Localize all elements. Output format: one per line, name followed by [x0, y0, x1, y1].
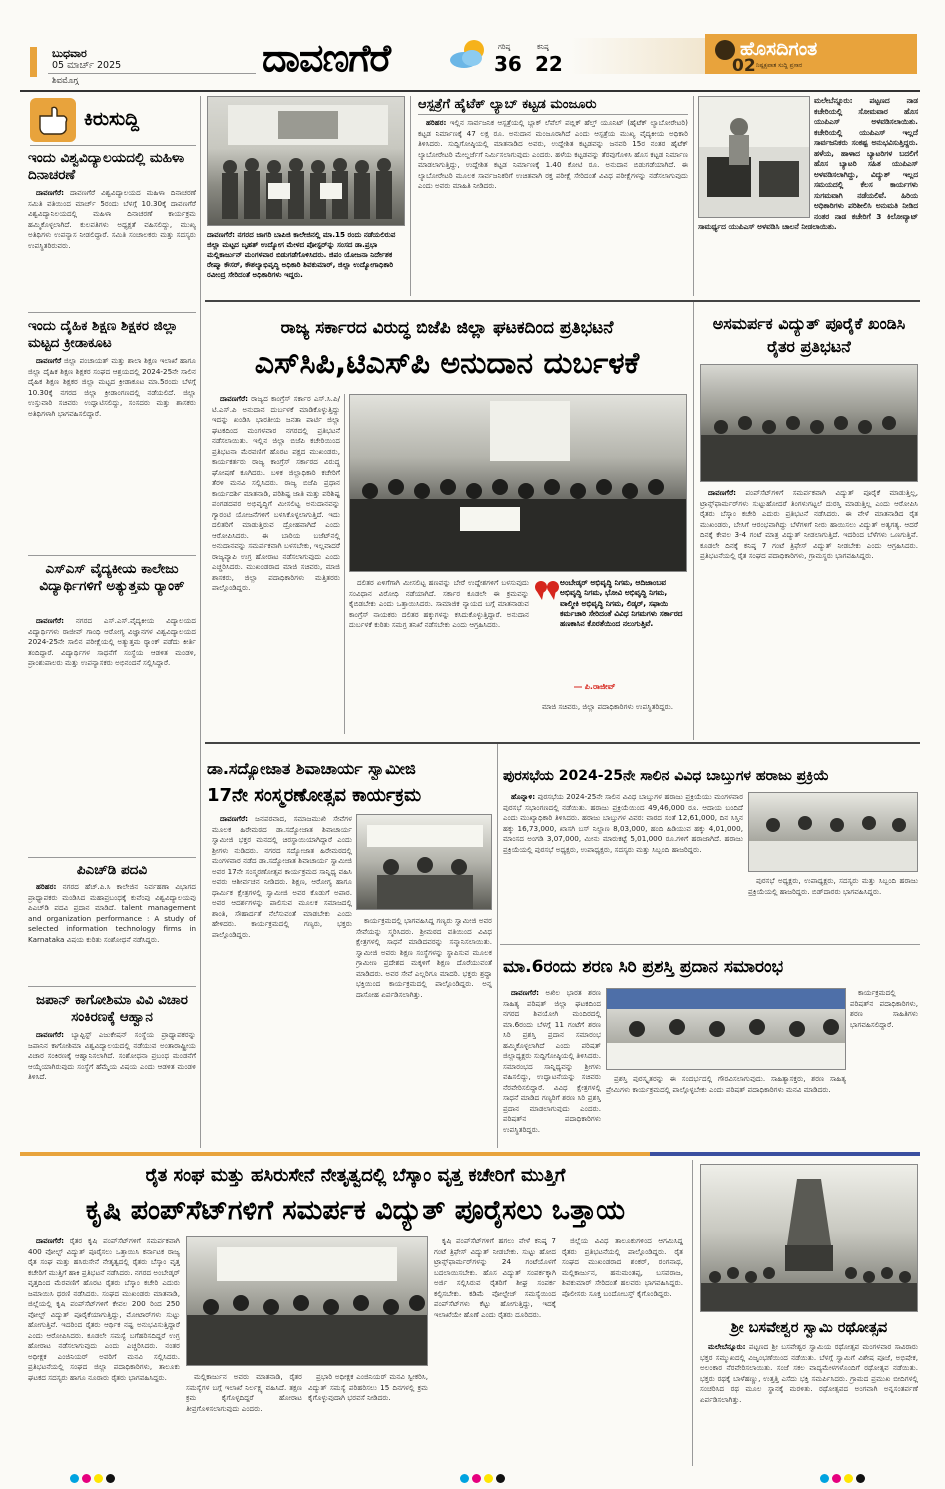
- brief-3-body: [28, 616, 196, 854]
- brief-rule: [28, 555, 196, 556]
- brief-5-dateline: ದಾವಣಗೆರೆ:: [36, 1030, 65, 1039]
- briefs-badge: [30, 98, 76, 142]
- farmer-dateline: ದಾವಣಗೆರೆ:: [36, 1236, 65, 1245]
- brief-4-dateline: ಹರಿಹರ:: [36, 882, 57, 891]
- registration-mark: [496, 1474, 505, 1483]
- paper-name: ಹೊಸದಿಗಂತ: [740, 38, 818, 60]
- brief-1-headline: ಇಂದು ವಿಶ್ವವಿದ್ಯಾಲಯದಲ್ಲಿ ಮಹಿಳಾ ದಿನಾಚರಣೆ: [28, 150, 185, 183]
- briefs-label: ಕಿರುಸುದ್ದಿ: [84, 108, 140, 130]
- bjp-body-col2: ದಲಿತರ ಏಳಿಗೆಗಾಗಿ ಮೀಸಲಿಟ್ಟ ಹಣವನ್ನು ಬೇರೆ ಉದ್ದೇಶಗಳಿಗೆ ಬಳಸುವುದು ಸಂವಿಧಾನ ವಿರೋಧಿ ನಡೆಯಾಗಿದೆ. ಸರ್ಕಾರ ಕೂಡಲೇ ಈ ಕ್ರಮವನ್ನು ಕೈಬಿಡಬೇಕು ಎಂದು ಒತ್ತಾಯಿಸಿದರು. ಸಾಮಾಜಿಕ ನ್ಯಾಯದ ಬಗ್ಗೆ ಮಾತನಾಡುವ ಕಾಂಗ್ರೆಸ್ ನಾಯಕರು ದಲಿತರ ಹಕ್ಕುಗಳನ್ನು ಕಸಿದುಕೊಳ್ಳುತ್ತಿದ್ದಾರೆ. ಅನುದಾನ ದುರ್ಬಳಕೆ ಕುರಿತು ಸಮಗ್ರ ತನಿಖೆ ನಡೆಸಬೇಕು ಎಂದು ಆಗ್ರಹಿಸಿದರು.: [349, 578, 529, 629]
- ups-text: ಮಲೇಬೆನ್ನೂರು: ಪಟ್ಟಣದ ನಾಡ ಕಚೇರಿಯಲ್ಲಿ ಸೋಮವಾರ ಹೊಸ ಯುಪಿಎಸ್ ಅಳವಡಿಸಲಾಯಿತು. ಕಚೇರಿಯಲ್ಲಿ ಯುಪಿಎಸ್ ಇಲ್ಲದೆ ಸಾರ್ವಜನಿಕರು ಸಂಕಷ್ಟ ಅನುಭವಿಸುತ್ತಿದ್ದರು. ಹಳೆಯ, ಹಾಳಾದ ಬ್ಯಾಟರಿಗಳ ಬದಲಿಗೆ ಹೊಸ ಬ್ಯಾಟರಿ ಸಹಿತ ಯುಪಿಎಸ್ ಅಳವಡಿಸಲಾಗಿದ್ದು, ವಿದ್ಯುತ್ ಇಲ್ಲದ ಸಮಯದಲ್ಲಿ ಕೆಲಸ ಕಾರ್ಯಗಳು ಸುಗಮವಾಗಿ ನಡೆಯಲಿವೆ. ಹಿರಿಯ ಅಧಿಕಾರಿಗಳು ಪರಿಶೀಲಿಸಿ ಅನುಮತಿ ನೀಡಿದ ನಂತರ ನಾಡ ಕಚೇರಿಗೆ 3 ಕಿಲೋವ್ಯಾಟ್ ಸಾಮರ್ಥ್ಯದ ಯುಪಿಎಸ್ ಅಳವಡಿಸಿ ಚಾಲನೆ ನೀಡಲಾಯಿತು.: [698, 96, 918, 231]
- pointing-hand-icon: [30, 98, 76, 142]
- left-column-rule: [200, 96, 201, 1148]
- bjp-dateline: ದಾವಣಗೆರೆ:: [220, 394, 249, 403]
- swamiji-body-col2: ಕಾರ್ಯಕ್ರಮದಲ್ಲಿ ಭಾಗವಹಿಸಿದ್ದ ಗಣ್ಯರು ಸ್ವಾಮೀಜಿ ಅವರ ಸೇವೆಯನ್ನು ಸ್ಮರಿಸಿದರು. ಶ್ರೀಮಠದ ವತಿಯಿಂದ ವಿವಿಧ ಕ್ಷೇತ್ರಗಳಲ್ಲಿ ಸಾಧನೆ ಮಾಡಿದವರನ್ನು ಸನ್ಮಾನಿಸಲಾಯಿತು. ಸ್ವಾಮೀಜಿ ಅವರು ಶಿಕ್ಷಣ ಸಂಸ್ಥೆಗಳನ್ನು ಸ್ಥಾಪಿಸುವ ಮೂಲಕ ಗ್ರಾಮೀಣ ಪ್ರದೇಶದ ಮಕ್ಕಳಿಗೆ ಶಿಕ್ಷಣ ದೊರೆಯುವಂತೆ ಮಾಡಿದರು. ಅವರ ಸೇವೆ ಎಲ್ಲರಿಗೂ ಮಾದರಿ. ಭಕ್ತರು ಶ್ರದ್ಧಾ ಭಕ್ತಿಯಿಂದ ಕಾರ್ಯಕ್ರಮದಲ್ಲಿ ಪಾಲ್ಗೊಂಡಿದ್ದರು. ಅನ್ನ ದಾಸೋಹ ಏರ್ಪಡಿಸಲಾಗಿತ್ತು.: [356, 916, 492, 999]
- power-protest-headline: ಅಸಮರ್ಪಕ ವಿದ್ಯುತ್ ಪೂರೈಕೆ ಖಂಡಿಸಿ ರೈತರ ಪ್ರತಿಭಟನೆ: [712, 314, 906, 356]
- farmer-body-col4: ಕೃಷಿ ಪಂಪ್‌ಸೆಟ್‌ಗಳಿಗೆ ಹಗಲು ವೇಳೆ ಕನಿಷ್ಠ 7 ಗಂಟೆ ತ್ರಿಫೇಸ್ ವಿದ್ಯುತ್ ನೀಡಬೇಕು. ಸುಟ್ಟು ಹೋದ ಟ್ರಾನ್ಸ್‌ಫಾರ್ಮರ್‌ಗಳನ್ನು 24 ಗಂಟೆಯೊಳಗೆ ಬದಲಾಯಿಸಬೇಕು. ಹೊಸ ವಿದ್ಯುತ್ ಸಂಪರ್ಕಕ್ಕಾಗಿ ಅರ್ಜಿ ಸಲ್ಲಿಸಿರುವ ರೈತರಿಗೆ ಶೀಘ್ರ ಸಂಪರ್ಕ ಕಲ್ಪಿಸಬೇಕು. ಕಡಿಮೆ ವೋಲ್ಟೇಜ್ ಸಮಸ್ಯೆಯಿಂದ ಪಂಪ್‌ಸೆಟ್‌ಗಳು ಕೆಟ್ಟು ಹೋಗುತ್ತಿದ್ದು, ಇದಕ್ಕೆ ಇಲಾಖೆಯೇ ಹೊಣೆ ಎಂದು ರೈತರು ದೂರಿದರು.: [434, 1236, 556, 1319]
- rule: [344, 394, 345, 734]
- sharana-body-col1: [503, 988, 601, 1148]
- rathotsava-photo: [700, 1164, 918, 1312]
- section-divider-blue: [650, 1152, 920, 1156]
- masthead-left-rule: [48, 73, 256, 74]
- power-protest-photo: [700, 364, 918, 482]
- bjp-quote-author: ― ಪಿ.ರಾಜೀವ್: [574, 682, 616, 691]
- temp-min: 22: [535, 52, 563, 76]
- auction-body: [503, 792, 743, 940]
- rule: [418, 114, 688, 115]
- bjp-body-col1: [212, 394, 340, 738]
- rule: [205, 742, 920, 744]
- swamiji-photo: [356, 814, 492, 910]
- rule: [205, 300, 920, 302]
- farmer-body-col3: ಪ್ರಭಾರಿ ಅಧೀಕ್ಷಕ ಎಂಜಿನಿಯರ್ ಮನವಿ ಸ್ವೀಕರಿಸಿ, ವಿದ್ಯುತ್ ಸಮಸ್ಯೆ ಪರಿಹರಿಸಲು 15 ದಿನಗಳಲ್ಲಿ ಕ್ರಮ ಕೈಗೊಳ್ಳುವುದಾಗಿ ಭರವಸೆ ನೀಡಿದರು.: [308, 1372, 428, 1402]
- registration-mark: [484, 1474, 493, 1483]
- brief-rule: [28, 986, 196, 987]
- masthead: [0, 0, 945, 90]
- top-photo: [207, 96, 405, 226]
- bjp-headline: ಎಸ್‌ಸಿಪಿ,ಟಿಎಸ್‌ಪಿ ಅನುದಾನ ದುರ್ಬಳಕೆ: [254, 346, 640, 381]
- swamiji-dateline: ದಾವಣಗೆರೆ:: [220, 814, 249, 823]
- brief-rule: [28, 312, 196, 313]
- quote-mark-icon: [534, 578, 560, 600]
- auction-body-2: ಪುರಸಭೆ ಅಧ್ಯಕ್ಷರು, ಉಪಾಧ್ಯಕ್ಷರು, ಸದಸ್ಯರು ಮತ್ತು ಸಿಬ್ಬಂದಿ ಹರಾಜು ಪ್ರಕ್ರಿಯೆಯಲ್ಲಿ ಹಾಜರಿದ್ದರು. ಬಿಡ್‌ದಾರರು ಭಾಗವಹಿಸಿದ್ದರು.: [748, 876, 918, 896]
- quote-author-name: ಪಿ.ರಾಜೀವ್: [584, 682, 616, 691]
- hospital-headline: ಆಸ್ಪತ್ರೆಗೆ ಹೈಟೆಕ್ ಲ್ಯಾಬ್ ಕಟ್ಟಡ ಮಂಜೂರು: [418, 97, 597, 112]
- farmer-body-col5: ಜಿಲ್ಲೆಯ ವಿವಿಧ ತಾಲೂಕುಗಳಿಂದ ಆಗಮಿಸಿದ್ದ ರೈತರು ಪ್ರತಿಭಟನೆಯಲ್ಲಿ ಪಾಲ್ಗೊಂಡಿದ್ದರು. ರೈತ ಸಂಘದ ಮುಖಂಡರಾದ ಶಂಕರ್, ರಂಗನಾಥ, ಮಲ್ಲಿಕಾರ್ಜುನ, ಹನುಮಂತಪ್ಪ, ಬಸವರಾಜ, ಶಿವಕುಮಾರ್ ಸೇರಿದಂತೆ ಹಲವರು ಭಾಗವಹಿಸಿದ್ದರು. ಪೊಲೀಸರು ಸೂಕ್ತ ಬಂದೋಬಸ್ತ್ ಕೈಗೊಂಡಿದ್ದರು.: [562, 1236, 683, 1298]
- farmer-photo: [186, 1236, 428, 1366]
- auction-dateline: ಹೊನ್ನಾಳಿ:: [511, 792, 536, 801]
- brief-5-body: [28, 1030, 196, 1148]
- swamiji-text: ಜನಪರವಾದ, ಸಮಾಜಮುಖಿ ಸೇವೆಗಳ ಮೂಲಕ ಹಿರೇಮಠದ ಡಾ.ಸದ್ಯೋಜಾತ ಶಿವಾಚಾರ್ಯ ಸ್ವಾಮೀಜಿ ಭಕ್ತರ ಮನದಲ್ಲಿ ಚಿರಸ್ಥಾಯಿಯಾಗಿದ್ದಾರೆ ಎಂದು ಶ್ರೀಗಳು ನುಡಿದರು. ನಗರದ ಸದ್ಯೋಜಾತ ಹಿರೇಮಠದಲ್ಲಿ ಮಂಗಳವಾರ ನಡೆದ ಡಾ.ಸದ್ಯೋಜಾತ ಶಿವಾಚಾರ್ಯ ಸ್ವಾಮೀಜಿ ಅವರ 17ನೇ ಸಂಸ್ಮರಣೋತ್ಸವ ಕಾರ್ಯಕ್ರಮದ ಸಾನ್ನಿಧ್ಯ ವಹಿಸಿ ಅವರು ಆಶೀರ್ವಚನ ನೀಡಿದರು. ಶಿಕ್ಷಣ, ಆರೋಗ್ಯ ಹಾಗೂ ಧಾರ್ಮಿಕ ಕ್ಷೇತ್ರಗಳಲ್ಲಿ ಸ್ವಾಮೀಜಿ ಅವರ ಕೊಡುಗೆ ಅಪಾರ. ಅವರ ಆದರ್ಶಗಳನ್ನು ಪಾಲಿಸುವ ಮೂಲಕ ಸಮಾಜದಲ್ಲಿ ಶಾಂತಿ, ಸೌಹಾರ್ದತೆ ನೆಲೆಸುವಂತೆ ಮಾಡಬೇಕು ಎಂದು ಹೇಳಿದರು. ಕಾರ್ಯಕ್ರಮದಲ್ಲಿ ಗಣ್ಯರು, ಭಕ್ತರು ಪಾಲ್ಗೊಂಡಿದ್ದರು.: [212, 814, 352, 939]
- power-protest-dateline: ದಾವಣಗೆರೆ:: [708, 488, 737, 497]
- weather-icon: [446, 36, 490, 72]
- paper-tagline: ನಿಷ್ಪಕ್ಷಪಾತ ಸುದ್ದಿ ಪ್ರಸಾರ: [756, 62, 803, 69]
- registration-mark: [472, 1474, 481, 1483]
- sharana-body-col3: ಕಾರ್ಯಕ್ರಮದಲ್ಲಿ ಪರಿಷತ್‌ನ ಪದಾಧಿಕಾರಿಗಳು, ಶರಣ ಸಾಹಿತಿಗಳು ಭಾಗವಹಿಸಲಿದ್ದಾರೆ.: [850, 988, 918, 1029]
- registration-mark: [106, 1474, 115, 1483]
- sharana-headline: ಮಾ.6ರಂದು ಶರಣ ಸಿರಿ ಪ್ರಶಸ್ತಿ ಪ್ರದಾನ ಸಮಾರಂಭ: [503, 957, 784, 977]
- farmer-headline: ಕೃಷಿ ಪಂಪ್‌ಸೆಟ್‌ಗಳಿಗೆ ಸಮರ್ಪಕ ವಿದ್ಯುತ್ ಪೂರೈಸಲು ಒತ್ತಾಯ: [85, 1195, 626, 1226]
- registration-mark: [70, 1474, 79, 1483]
- bjp-quote: ಅಂಬೇಡ್ಕರ್ ಅಭಿವೃದ್ಧಿ ನಿಗಮ, ಆದಿಜಾಂಬವ ಅಭಿವೃದ್ಧಿ ನಿಗಮ, ಭೋವಿ ಅಭಿವೃದ್ಧಿ ನಿಗಮ, ವಾಲ್ಮೀಕಿ ಅಭಿವೃದ್ಧಿ ನಿಗಮ, ಲಿಡ್ಕರ್, ಸಫಾಯಿ ಕರ್ಮಚಾರಿ ಸೇರಿದಂತೆ ವಿವಿಧ ನಿಗಮಗಳು ಸರ್ಕಾರದ ಹಣಕಾಸಿನ ಕೊರತೆಯಿಂದ ನಲುಗುತ್ತಿವೆ.: [560, 578, 683, 629]
- masthead-day: ಬುಧವಾರ: [52, 47, 87, 60]
- auction-headline: ಪುರಸಭೆಯ 2024-25ನೇ ಸಾಲಿನ ವಿವಿಧ ಬಾಬ್ತುಗಳ ಹರಾಜು ಪ್ರಕ್ರಿಯೆ: [503, 768, 829, 784]
- section-divider-orange: [20, 1152, 650, 1156]
- sharana-dateline: ದಾವಣಗೆರೆ:: [511, 988, 540, 997]
- brief-rule: [28, 857, 196, 858]
- auction-text: ಪುರಸಭೆಯ 2024-25ನೇ ಸಾಲಿನ ವಿವಿಧ ಬಾಬ್ತುಗಳ ಹರಾಜು ಪ್ರಕ್ರಿಯೆಯು ಮಂಗಳವಾರ ಪುರಸಭೆ ಸಭಾಂಗಣದಲ್ಲಿ ನಡೆಯಿತು. ಹರಾಜು ಪ್ರಕ್ರಿಯೆಯಿಂದ 49,46,000 ರೂ. ಆದಾಯ ಬಂದಿದೆ ಎಂದು ಮುಖ್ಯಾಧಿಕಾರಿ ತಿಳಿಸಿದರು. ಹರಾಜು ಬಾಬ್ತುಗಳ ವಿವರ: ವಾರದ ಸಂತೆ 12,61,000, ದಿನ ಸಿಸ್ತಿನ ಹಕ್ಕು 16,73,000, ಖಾಸಗಿ ಬಸ್ ನಿಲ್ದಾಣ 8,03,000, ಹಂದಿ ಹಿಡಿಯುವ ಹಕ್ಕು 4,01,000, ಮಾಂಸದ ಅಂಗಡಿ 3,07,000, ಮೀನು ಮಾರುಕಟ್ಟೆ 5,01,000 ರೂ.ಗಳಿಗೆ ಹರಾಜಾಗಿದೆ. ಹರಾಜು ಪ್ರಕ್ರಿಯೆಯಲ್ಲಿ ಪುರಸಭೆ ಅಧ್ಯಕ್ಷರು, ಉಪಾಧ್ಯಕ್ಷರು, ಸದಸ್ಯರು ಮತ್ತು ಸಿಬ್ಬಂದಿ ಹಾಜರಿದ್ದರು.: [503, 792, 743, 854]
- brief-4-body: [28, 882, 196, 982]
- bjp-body-col3: ಮಾಜಿ ಸಚಿವರು, ಜಿಲ್ಲಾ ಪದಾಧಿಕಾರಿಗಳು ಉಪಸ್ಥಿತರಿದ್ದರು.: [542, 702, 674, 711]
- hospital-text: ಇಲ್ಲಿನ ಸಾರ್ವಜನಿಕ ಆಸ್ಪತ್ರೆಯಲ್ಲಿ ಬ್ಲಾಕ್ ಲೆವೆಲ್ ಪಬ್ಲಿಕ್ ಹೆಲ್ತ್ ಯೂನಿಟ್ (ಹೈಟೆಕ್ ಲ್ಯಾಬೋರೇಟರಿ) ಕಟ್ಟಡ ನಿರ್ಮಾಣಕ್ಕೆ 47 ಲಕ್ಷ ರೂ. ಅನುದಾನ ಮಂಜೂರಾಗಿದೆ ಎಂದು ಆಸ್ಪತ್ರೆಯ ಮುಖ್ಯ ವೈದ್ಯಕೀಯ ಅಧಿಕಾರಿ ತಿಳಿಸಿದರು. ಸುದ್ದಿಗೋಷ್ಠಿಯಲ್ಲಿ ಮಾತನಾಡಿದ ಅವರು, ಉದ್ದೇಶಿತ ಕಟ್ಟಡವನ್ನು ಜನವರಿ 15ರ ನಂತರ ಹೈಟೆಕ್ ಲ್ಯಾಬೋರೇಟರಿ ಮೇಲ್ದರ್ಜೆಗೆ ನಿರ್ಮಿಸಲಾಗುವುದು ಎಂದರು. ಹಳೆಯ ಕಟ್ಟಡವನ್ನು ತೆರವುಗೊಳಿಸಿ ಹೊಸ ಕಟ್ಟಡ ನಿರ್ಮಾಣ ಮಾಡಲಾಗುತ್ತಿದ್ದು, ಉದ್ದೇಶಿತ ಕಟ್ಟಡ ನಿರ್ಮಾಣಕ್ಕೆ 1.40 ಕೋಟಿ ರೂ. ಅನುದಾನ ಬಿಡುಗಡೆಯಾಗಿದೆ. ಈ ಲ್ಯಾಬೋರೇಟರಿ ಮೂಲಕ ಸಾರ್ವಜನಿಕರಿಗೆ ಉಚಿತವಾಗಿ ರಕ್ತ ಪರೀಕ್ಷೆ ಸೇರಿದಂತೆ ವಿವಿಧ ಪರೀಕ್ಷೆಗಳನ್ನು ನಡೆಸಲಾಗುವುದು ಎಂದು ಅವರು ಮಾಹಿತಿ ನೀಡಿದರು.: [418, 118, 688, 190]
- masthead-fade: [570, 38, 705, 74]
- registration-mark: [82, 1474, 91, 1483]
- registration-mark: [844, 1474, 853, 1483]
- registration-mark: [856, 1474, 865, 1483]
- brief-2-dateline: ದಾವಣಗೆರೆ: [36, 356, 62, 365]
- brief-3-dateline: ದಾವಣಗೆರೆ:: [36, 616, 65, 625]
- sharana-body-col2: ಪ್ರಶಸ್ತಿ ಪುರಸ್ಕೃತರನ್ನು ಈ ಸಂದರ್ಭದಲ್ಲಿ ಗೌರವಿಸಲಾಗುವುದು. ಸಾಹಿತ್ಯಾಸಕ್ತರು, ಶರಣ ಸಾಹಿತ್ಯ ಪ್ರೇಮಿಗಳು ಕಾರ್ಯಕ್ರಮದಲ್ಲಿ ಪಾಲ್ಗೊಳ್ಳಬೇಕು ಎಂದು ಪರಿಷತ್ ಪದಾಧಿಕಾರಿಗಳು ಮನವಿ ಮಾಡಿದರು.: [606, 1074, 846, 1094]
- registration-mark: [820, 1474, 829, 1483]
- rule: [410, 96, 411, 296]
- power-protest-text: ಪಂಪ್‌ಸೆಟ್‌ಗಳಿಗೆ ಸಮರ್ಪಕವಾಗಿ ವಿದ್ಯುತ್ ಪೂರೈಕೆ ಮಾಡುತ್ತಿಲ್ಲ, ಟ್ರಾನ್ಸ್‌ಫಾರ್ಮರ್‌ಗಳು ಸುಟ್ಟುಹೋದರೆ ತಿಂಗಳುಗಟ್ಟಲೆ ದುರಸ್ತಿ ಮಾಡುತ್ತಿಲ್ಲ ಎಂದು ಆರೋಪಿಸಿ ರೈತರು ಬೆಸ್ಕಾಂ ಕಚೇರಿ ಎದುರು ಪ್ರತಿಭಟನೆ ನಡೆಸಿದರು. ಈ ವೇಳೆ ಮಾತನಾಡಿದ ರೈತ ಮುಖಂಡರು, ಬೇಸಿಗೆ ಆರಂಭವಾಗಿದ್ದು ಬೆಳೆಗಳಿಗೆ ನೀರು ಹಾಯಿಸಲು ವಿದ್ಯುತ್ ಅತ್ಯಗತ್ಯ. ಆದರೆ ದಿನಕ್ಕೆ ಕೇವಲ 3-4 ಗಂಟೆ ಮಾತ್ರ ವಿದ್ಯುತ್ ನೀಡಲಾಗುತ್ತಿದೆ. ಇದರಿಂದ ಬೆಳೆಗಳು ಒಣಗುತ್ತಿವೆ. ಕೂಡಲೇ ದಿನಕ್ಕೆ ಕನಿಷ್ಠ 7 ಗಂಟೆ ತ್ರಿಫೇಸ್ ವಿದ್ಯುತ್ ನೀಡಬೇಕು ಎಂದು ಆಗ್ರಹಿಸಿದರು. ಪ್ರತಿಭಟನೆಯಲ್ಲಿ ರೈತ ಸಂಘದ ಪದಾಧಿಕಾರಿಗಳು, ಗ್ರಾಮಸ್ಥರು ಭಾಗವಹಿಸಿದ್ದರು.: [700, 488, 918, 560]
- brief-4-text: ನಗರದ ಹೆಚ್.ಪಿ.ಸಿ ಕಾಲೇಜಿನ ನಿರ್ವಹಣಾ ವಿಭಾಗದ ಪ್ರಾಧ್ಯಾಪಕರು ಮಂಡಿಸಿದ ಮಹಾಪ್ರಬಂಧಕ್ಕೆ ಕುವೆಂಪು ವಿಶ್ವವಿದ್ಯಾಲಯವು ಪಿಎಚ್‌ಡಿ ಪದವಿ ಪ್ರದಾನ ಮಾಡಿದೆ. talent management and organization performance : A study of selected information technology firms in Karnataka ವಿಷಯ ಕುರಿತು ಸಂಶೋಧನೆ ನಡೆಸಿದ್ದರು.: [28, 882, 196, 944]
- masthead-bottom-rule: [20, 90, 920, 92]
- top-photo-caption: ದಾವಣಗೆರೆ: ನಗರದ ಜಾಗರಿ ಬಾಪಿಜಿ ಕಾಲೇಜಿನಲ್ಲಿ ಮಾ.15 ರಂದು ನಡೆಯಲಿರುವ ಜಿಲ್ಲಾ ಮಟ್ಟದ ಬೃಹತ್ ಉದ್ಯೋಗ ಮೇಳದ ಪೋಸ್ಟರ್‌ನ್ನು ಸಂಸದ ಡಾ.ಪ್ರಭಾ ಮಲ್ಲಿಕಾರ್ಜುನ್ ಮಂಗಳವಾರ ಬಿಡುಗಡೆಗೊಳಿಸಿದರು. ಜಿಪಂ ಯೋಜನಾ ನಿರ್ದೇಶಕ ರೇಷ್ಮಾ ಕೌಸರ್, ಕೌಶಲ್ಯಾಭಿವೃದ್ಧಿ ಅಧಿಕಾರಿ ಶಿವಕುಮಾರ್, ಜಿಲ್ಲಾ ಉದ್ಯೋಗಾಧಿಕಾರಿ ರವೀಂದ್ರ ಸೇರಿದಂತೆ ಅಧಿಕಾರಿಗಳು ಇದ್ದರು.: [207, 230, 396, 279]
- masthead-date: 05 ಮಾರ್ಚ್ 2025: [52, 60, 122, 71]
- rathotsava-text: ಪಟ್ಟಣದ ಶ್ರೀ ಬಸವೇಶ್ವರ ಸ್ವಾಮಿಯ ರಥೋತ್ಸವ ಮಂಗಳವಾರ ಸಾವಿರಾರು ಭಕ್ತರ ಸಮ್ಮುಖದಲ್ಲಿ ವಿಜೃಂಭಣೆಯಿಂದ ನಡೆಯಿತು. ಬೆಳಗ್ಗೆ ಸ್ವಾಮಿಗೆ ವಿಶೇಷ ಪೂಜೆ, ಅಭಿಷೇಕ, ಅಲಂಕಾರ ನೆರವೇರಿಸಲಾಯಿತು. ಸಂಜೆ ಸಕಲ ವಾದ್ಯಮೇಳಗಳೊಂದಿಗೆ ರಥೋತ್ಸವ ನಡೆಯಿತು. ಭಕ್ತರು ರಥಕ್ಕೆ ಬಾಳೆಹಣ್ಣು, ಉತ್ತತ್ತಿ ಎಸೆದು ಭಕ್ತಿ ಸಮರ್ಪಿಸಿದರು. ಗ್ರಾಮದ ಪ್ರಮುಖ ಬೀದಿಗಳಲ್ಲಿ ಸಂಚರಿಸಿದ ರಥ ಮೂಲ ಸ್ಥಾನಕ್ಕೆ ಮರಳಿತು. ರಥೋತ್ಸವದ ಅಂಗವಾಗಿ ಅನ್ನಸಂತರ್ಪಣೆ ಏರ್ಪಡಿಸಲಾಗಿತ್ತು.: [700, 1342, 918, 1404]
- rathotsava-body: [700, 1342, 918, 1466]
- sharana-photo: [606, 988, 846, 1070]
- hospital-body: [418, 118, 688, 296]
- swamiji-body-col1: [212, 814, 352, 1148]
- masthead-left-bar: [30, 47, 37, 77]
- brief-4-headline: ಪಿಎಚ್‌ಡಿ ಪದವಿ: [76, 862, 148, 878]
- temp-max: 36: [494, 52, 522, 76]
- registration-mark: [832, 1474, 841, 1483]
- ups-body: [698, 96, 918, 296]
- bjp-text: ರಾಜ್ಯದ ಕಾಂಗ್ರೆಸ್ ಸರ್ಕಾರ ಎಸ್.ಸಿ.ಪಿ/ಟಿ.ಎಸ್.ಪಿ ಅನುದಾನ ದುರ್ಬಳಕೆ ಮಾಡಿಕೊಳ್ಳುತ್ತಿದ್ದು ಇದನ್ನು ಖಂಡಿಸಿ ಭಾರತೀಯ ಜನತಾ ಪಾರ್ಟಿ ಜಿಲ್ಲಾ ಘಟಕದಿಂದ ಮಂಗಳವಾರ ನಗರದಲ್ಲಿ ಪ್ರತಿಭಟನೆ ನಡೆಸಲಾಯಿತು. ಇಲ್ಲಿನ ಜಿಲ್ಲಾ ಬಿಜೆಪಿ ಕಚೇರಿಯಿಂದ ಪ್ರತಿಭಟನಾ ಮೆರವಣಿಗೆ ಹೊರಟ ಪಕ್ಷದ ಮುಖಂಡರು, ಕಾರ್ಯಕರ್ತರು ರಾಜ್ಯ ಕಾಂಗ್ರೆಸ್ ಸರ್ಕಾರದ ವಿರುದ್ಧ ಘೋಷಣೆ ಕೂಗಿದರು. ಬಳಿಕ ಜಿಲ್ಲಾಧಿಕಾರಿ ಕಚೇರಿಗೆ ತೆರಳಿ ಮನವಿ ಸಲ್ಲಿಸಿದರು. ರಾಜ್ಯ ಬಿಜೆಪಿ ಪ್ರಧಾನ ಕಾರ್ಯದರ್ಶಿ ಮಾತನಾಡಿ, ಪರಿಶಿಷ್ಟ ಜಾತಿ ಮತ್ತು ಪರಿಶಿಷ್ಟ ಪಂಗಡದವರ ಅಭಿವೃದ್ಧಿಗೆ ಮೀಸಲಿಟ್ಟ ಅನುದಾನವನ್ನು ಗ್ಯಾರಂಟಿ ಯೋಜನೆಗಳಿಗೆ ಬಳಸಿಕೊಳ್ಳಲಾಗುತ್ತಿದೆ. ಇದು ದಲಿತರಿಗೆ ಮಾಡುತ್ತಿರುವ ದ್ರೋಹವಾಗಿದೆ ಎಂದು ಆರೋಪಿಸಿದರು. ಈ ಬಾರಿಯ ಬಜೆಟ್‌ನಲ್ಲಿ ಅನುದಾನವನ್ನು ಸಮರ್ಪಕವಾಗಿ ಬಳಸಬೇಕು, ಇಲ್ಲವಾದರೆ ರಾಜ್ಯವ್ಯಾಪಿ ಉಗ್ರ ಹೋರಾಟ ನಡೆಸಲಾಗುವುದು ಎಂದು ಎಚ್ಚರಿಸಿದರು. ಮುಖಂಡರಾದ ಮಾಜಿ ಸಚಿವರು, ಮಾಜಿ ಶಾಸಕರು, ಜಿಲ್ಲಾ ಪದಾಧಿಕಾರಿಗಳು ಮತ್ತಿತರರು ಪಾಲ್ಗೊಂಡಿದ್ದರು.: [212, 394, 340, 592]
- rule: [497, 744, 498, 1148]
- swamiji-headline-1: ಡಾ.ಸದ್ಯೋಜಾತ ಶಿವಾಚಾರ್ಯ ಸ್ವಾಮೀಜಿ: [207, 759, 416, 778]
- sharana-text: ಅಖಿಲ ಭಾರತ ಶರಣ ಸಾಹಿತ್ಯ ಪರಿಷತ್ ಜಿಲ್ಲಾ ಘಟಕದಿಂದ ನಗರದ ಶಿವಯೋಗಿ ಮಂದಿರದಲ್ಲಿ ಮಾ.6ರಂದು ಬೆಳಗ್ಗೆ 11 ಗಂಟೆಗೆ ಶರಣ ಸಿರಿ ಪ್ರಶಸ್ತಿ ಪ್ರದಾನ ಸಮಾರಂಭ ಹಮ್ಮಿಕೊಳ್ಳಲಾಗಿದೆ ಎಂದು ಪರಿಷತ್ ಜಿಲ್ಲಾಧ್ಯಕ್ಷರು ಸುದ್ದಿಗೋಷ್ಠಿಯಲ್ಲಿ ತಿಳಿಸಿದರು. ಸಮಾರಂಭದ ಸಾನ್ನಿಧ್ಯವನ್ನು ಶ್ರೀಗಳು ವಹಿಸಲಿದ್ದು, ಉದ್ಘಾಟನೆಯನ್ನು ಸಚಿವರು ನೆರವೇರಿಸಲಿದ್ದಾರೆ. ವಿವಿಧ ಕ್ಷೇತ್ರಗಳಲ್ಲಿ ಸಾಧನೆ ಮಾಡಿದ ಗಣ್ಯರಿಗೆ ಶರಣ ಸಿರಿ ಪ್ರಶಸ್ತಿ ಪ್ರದಾನ ಮಾಡಲಾಗುವುದು ಎಂದರು. ಪರಿಷತ್‌ನ ಪದಾಧಿಕಾರಿಗಳು ಉಪಸ್ಥಿತರಿದ್ದರು.: [503, 988, 601, 1134]
- brief-5-headline: ಜಪಾನ್ ಕಾಗೋಶಿಮಾ ವಿವಿ ವಿಚಾರ ಸಂಕಿರಣಕ್ಕೆ ಆಹ್ವಾನ: [36, 992, 188, 1025]
- farmer-body-col1: [28, 1236, 180, 1466]
- rathotsava-dateline: ಮಲೇಬೆನ್ನೂರು:: [708, 1342, 746, 1351]
- brief-5-text: ಬ್ಯಾಪ್ಟಿಸ್ಟ್ ಎಜುಕೇಷನ್ ಸಂಸ್ಥೆಯ ಪ್ರಾಧ್ಯಾಪಕರನ್ನು ಜಪಾನಿನ ಕಾಗೋಶಿಮಾ ವಿಶ್ವವಿದ್ಯಾಲಯದಲ್ಲಿ ನಡೆಯುವ ಅಂತಾರಾಷ್ಟ್ರೀಯ ವಿಚಾರ ಸಂಕಿರಣಕ್ಕೆ ಆಹ್ವಾನಿಸಲಾಗಿದೆ. ಸಂಶೋಧನಾ ಪ್ರಬಂಧ ಮಂಡನೆಗೆ ಆಯ್ಕೆಯಾಗಿರುವುದು ಸಂಸ್ಥೆಗೆ ಹೆಮ್ಮೆಯ ವಿಷಯ ಎಂದು ಆಡಳಿತ ಮಂಡಳಿ ತಿಳಿಸಿದೆ.: [28, 1030, 196, 1081]
- bjp-quote-box: [534, 578, 687, 698]
- farmer-kicker: ರೈತ ಸಂಘ ಮತ್ತು ಹಸಿರುಸೇನೆ ನೇತೃತ್ವದಲ್ಲಿ ಬೆಸ್ಕಾಂ ವೃತ್ತ ಕಚೇರಿಗೆ ಮುತ್ತಿಗೆ: [145, 1165, 566, 1186]
- brief-2-body: [28, 356, 196, 552]
- brief-2-headline: ಇಂದು ದೈಹಿಕ ಶಿಕ್ಷಣ ಶಿಕ್ಷಕರ ಜಿಲ್ಲಾ ಮಟ್ಟದ ಕ್ರೀಡಾಕೂಟ: [28, 318, 178, 351]
- brief-1-text: ದಾವಣಗೆರೆ ವಿಶ್ವವಿದ್ಯಾಲಯದ ಮಹಿಳಾ ದಿನಾಚರಣೆ ಸಮಿತಿ ವತಿಯಿಂದ ಮಾರ್ಚ್ 5ರಂದು ಬೆಳಗ್ಗೆ 10.30ಕ್ಕೆ ದಾವಣಗೆರೆ ವಿಶ್ವವಿದ್ಯಾನಿಲಯದಲ್ಲಿ ಮಹಿಳಾ ದಿನಾಚರಣೆ ಕಾರ್ಯಕ್ರಮ ಹಮ್ಮಿಕೊಳ್ಳಲಾಗಿದೆ. ಕುಲಪತಿಗಳು ಅಧ್ಯಕ್ಷತೆ ವಹಿಸಲಿದ್ದು, ಮುಖ್ಯ ಅತಿಥಿಗಳು ಉಪನ್ಯಾಸ ನೀಡಲಿದ್ದಾರೆ. ಸಮಿತಿ ಸಂಚಾಲಕರು ಮತ್ತು ಸದಸ್ಯರು ಉಪಸ್ಥಿತರಿರುವರು.: [28, 188, 196, 250]
- brief-3-headline: ಎಸ್‌ಎಸ್ ವೈದ್ಯಕೀಯ ಕಾಲೇಜು ವಿದ್ಯಾರ್ಥಿಗಳಿಗೆ ಅತ್ಯುತ್ತಮ ರ್‍ಯಾಂಕ್: [39, 561, 185, 594]
- farmer-text: ರೈತರ ಕೃಷಿ ಪಂಪ್‌ಸೆಟ್‌ಗಳಿಗೆ ಸಮರ್ಪಕವಾಗಿ 400 ವೋಲ್ಟ್ ವಿದ್ಯುತ್ ಪೂರೈಸಲು ಒತ್ತಾಯಿಸಿ ಕರ್ನಾಟಕ ರಾಜ್ಯ ರೈತ ಸಂಘ ಮತ್ತು ಹಸಿರುಸೇನೆ ನೇತೃತ್ವದಲ್ಲಿ ರೈತರು ಬೆಸ್ಕಾಂ ವೃತ್ತ ಕಚೇರಿಗೆ ಮುತ್ತಿಗೆ ಹಾಕಿ ಪ್ರತಿಭಟನೆ ನಡೆಸಿದರು. ನಗರದ ಅಂಬೇಡ್ಕರ್ ವೃತ್ತದಿಂದ ಮೆರವಣಿಗೆ ಹೊರಟ ರೈತರು ಬೆಸ್ಕಾಂ ಕಚೇರಿ ಎದುರು ಜಮಾಯಿಸಿ ಧರಣಿ ನಡೆಸಿದರು. ಸಂಘದ ಮುಖಂಡರು ಮಾತನಾಡಿ, ಜಿಲ್ಲೆಯಲ್ಲಿ ಕೃಷಿ ಪಂಪ್‌ಸೆಟ್‌ಗಳಿಗೆ ಕೇವಲ 200 ರಿಂದ 250 ವೋಲ್ಟ್ ವಿದ್ಯುತ್ ಪೂರೈಕೆಯಾಗುತ್ತಿದ್ದು, ಮೋಟಾರ್‌ಗಳು ಸುಟ್ಟು ಹೋಗುತ್ತಿವೆ. ಇದರಿಂದ ರೈತರು ಆರ್ಥಿಕ ನಷ್ಟ ಅನುಭವಿಸುತ್ತಿದ್ದಾರೆ ಎಂದು ಆರೋಪಿಸಿದರು. ಕೂಡಲೇ ಸಮಸ್ಯೆ ಬಗೆಹರಿಸದಿದ್ದರೆ ಉಗ್ರ ಹೋರಾಟ ನಡೆಸಲಾಗುವುದು ಎಂದು ಎಚ್ಚರಿಸಿದರು. ನಂತರ ಅಧೀಕ್ಷಕ ಎಂಜಿನಿಯರ್ ಅವರಿಗೆ ಮನವಿ ಸಲ್ಲಿಸಿದರು. ಪ್ರತಿಭಟನೆಯಲ್ಲಿ ಸಂಘದ ಜಿಲ್ಲಾ ಪದಾಧಿಕಾರಿಗಳು, ತಾಲೂಕು ಘಟಕದ ಸದಸ್ಯರು ಹಾಗೂ ನೂರಾರು ರೈತರು ಭಾಗವಹಿಸಿದ್ದರು.: [28, 1236, 180, 1382]
- brief-1-body: [28, 188, 196, 298]
- auction-photo: [748, 792, 918, 872]
- temp-min-label: ಕನಿಷ್ಠ: [537, 43, 549, 51]
- brief-2-text: ಜಿಲ್ಲಾ ಪಂಚಾಯತ್ ಮತ್ತು ಶಾಲಾ ಶಿಕ್ಷಣ ಇಲಾಖೆ ಹಾಗೂ ಜಿಲ್ಲಾ ದೈಹಿಕ ಶಿಕ್ಷಣ ಶಿಕ್ಷಕರ ಸಂಘದ ಆಶ್ರಯದಲ್ಲಿ 2024-25ನೇ ಸಾಲಿನ ದೈಹಿಕ ಶಿಕ್ಷಣ ಶಿಕ್ಷಕರ ಜಿಲ್ಲಾ ಮಟ್ಟದ ಕ್ರೀಡಾಕೂಟ ಮಾ.5ರಂದು ಬೆಳಗ್ಗೆ 10.30ಕ್ಕೆ ನಗರದ ಜಿಲ್ಲಾ ಕ್ರೀಡಾಂಗಣದಲ್ಲಿ ನಡೆಯಲಿದೆ. ಜಿಲ್ಲಾ ಉಸ್ತುವಾರಿ ಸಚಿವರು ಉದ್ಘಾಟಿಸಲಿದ್ದು, ಸಂಸದರು ಮತ್ತು ಶಾಸಕರು ಅತಿಥಿಗಳಾಗಿ ಭಾಗವಹಿಸಲಿದ್ದಾರೆ.: [28, 356, 196, 418]
- rule: [500, 944, 920, 945]
- brief-3-text: ನಗರದ ಎಸ್.ಎಸ್.ವೈದ್ಯಕೀಯ ವಿದ್ಯಾಲಯದ ವಿದ್ಯಾರ್ಥಿಗಳು ರಾಜೀವ್ ಗಾಂಧಿ ಆರೋಗ್ಯ ವಿಜ್ಞಾನಗಳ ವಿಶ್ವವಿದ್ಯಾಲಯದ 2024-25ನೇ ಸಾಲಿನ ಪರೀಕ್ಷೆಯಲ್ಲಿ ಅತ್ಯುತ್ತಮ ರ್‍ಯಾಂಕ್ ಪಡೆದು ಕೀರ್ತಿ ತಂದಿದ್ದಾರೆ. ವಿದ್ಯಾರ್ಥಿಗಳ ಸಾಧನೆಗೆ ಸಂಸ್ಥೆಯ ಆಡಳಿತ ಮಂಡಳಿ, ಪ್ರಾಂಶುಪಾಲರು ಮತ್ತು ಉಪನ್ಯಾಸಕರು ಅಭಿನಂದನೆ ಸಲ್ಲಿಸಿದ್ದಾರೆ.: [28, 616, 196, 667]
- hospital-dateline: ಹರಿಹರ:: [426, 118, 447, 127]
- rule: [693, 302, 694, 740]
- farmer-body-col2: ಮಲ್ಲಿಕಾರ್ಜುನ ಅವರು ಮಾತನಾಡಿ, ರೈತರ ಸಮಸ್ಯೆಗಳ ಬಗ್ಗೆ ಇಲಾಖೆ ನಿರ್ಲಕ್ಷ್ಯ ವಹಿಸಿದೆ. ತಕ್ಷಣ ಕ್ರಮ ಕೈಗೊಳ್ಳದಿದ್ದರೆ ಹೋರಾಟ ತೀವ್ರಗೊಳಿಸಲಾಗುವುದು ಎಂದರು.: [186, 1372, 302, 1413]
- registration-mark: [460, 1474, 469, 1483]
- masthead-city: ಶಿವಮೊಗ್ಗ: [52, 76, 79, 86]
- rathotsava-headline: ಶ್ರೀ ಬಸವೇಶ್ವರ ಸ್ವಾಮಿ ರಥೋತ್ಸವ: [730, 1320, 888, 1336]
- power-protest-body: [700, 488, 918, 738]
- page-number: 02: [732, 56, 756, 76]
- brief-1-dateline: ದಾವಣಗೆರೆ:: [36, 188, 65, 197]
- bjp-kicker: ರಾಜ್ಯ ಸರ್ಕಾರದ ವಿರುದ್ಧ ಬಿಜೆಪಿ ಜಿಲ್ಲಾ ಘಟಕದಿಂದ ಪ್ರತಿಭಟನೆ: [280, 318, 614, 338]
- edition-title: ದಾವಣಗೆರೆ: [262, 36, 391, 80]
- rule: [692, 1160, 693, 1466]
- temp-max-label: ಗರಿಷ್ಠ: [498, 43, 511, 51]
- swamiji-headline-2: 17ನೇ ಸಂಸ್ಮರಣೋತ್ಸವ ಕಾರ್ಯಕ್ರಮ: [207, 785, 422, 806]
- rule: [693, 96, 694, 296]
- bjp-photo: [349, 394, 687, 572]
- briefs-label-rule: [30, 145, 196, 146]
- registration-mark: [94, 1474, 103, 1483]
